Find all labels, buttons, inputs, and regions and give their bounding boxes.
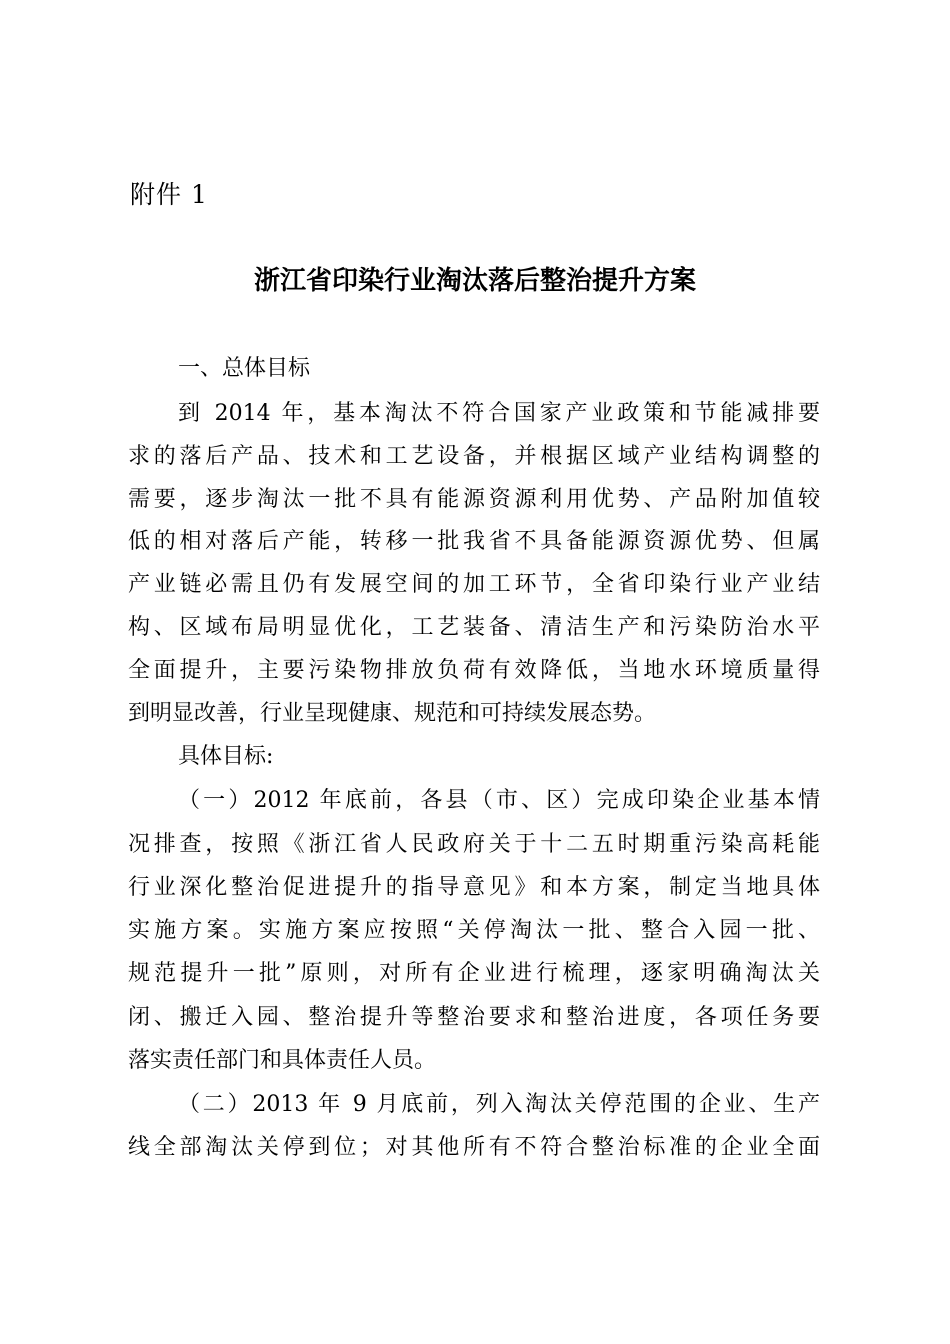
paragraph-line: 到明显改善，行业呈现健康、规范和可持续发展态势。 [128, 701, 657, 726]
attachment-label: 附件 1 [130, 180, 208, 209]
paragraph-line: 全面提升，主要污染物排放负荷有效降低，当地水环境质量得 [128, 658, 820, 683]
paragraph-line: 需要，逐步淘汰一批不具有能源资源利用优势、产品附加值较 [128, 487, 820, 512]
document-title: 浙江省印染行业淘汰落后整治提升方案 [253, 266, 696, 296]
section-heading: 一、总体目标 [178, 356, 311, 381]
paragraph-line: 落实责任部门和具体责任人员。 [128, 1048, 437, 1073]
paragraph-line: 产业链必需且仍有发展空间的加工环节，全省印染行业产业结 [128, 572, 820, 597]
paragraph-line: 实施方案。实施方案应按照“关停淘汰一批、整合入园一批、 [128, 918, 820, 943]
paragraph-line: 低的相对落后产能，转移一批我省不具备能源资源优势、但属 [128, 529, 820, 554]
paragraph-line: （二）2013 年 9 月底前，列入淘汰关停范围的企业、生产 [178, 1092, 820, 1117]
paragraph-line: 求的落后产品、技术和工艺设备，并根据区域产业结构调整的 [128, 444, 820, 469]
paragraph-line: 线全部淘汰关停到位；对其他所有不符合整治标准的企业全面 [128, 1135, 820, 1160]
subheading-line: 具体目标: [178, 744, 274, 769]
paragraph-line: 行业深化整治促进提升的指导意见》和本方案，制定当地具体 [128, 875, 820, 900]
paragraph-line: 到 2014 年，基本淘汰不符合国家产业政策和节能减排要 [178, 401, 820, 426]
paragraph-line: 构、区域布局明显优化，工艺装备、清洁生产和污染防治水平 [128, 615, 820, 640]
paragraph-line: （一）2012 年底前，各县（市、区）完成印染企业基本情 [178, 788, 820, 813]
paragraph-line: 闭、搬迁入园、整治提升等整治要求和整治进度，各项任务要 [128, 1005, 820, 1030]
paragraph-line: 规范提升一批”原则，对所有企业进行梳理，逐家明确淘汰关 [128, 961, 820, 986]
paragraph-line: 况排查，按照《浙江省人民政府关于十二五时期重污染高耗能 [128, 832, 820, 857]
